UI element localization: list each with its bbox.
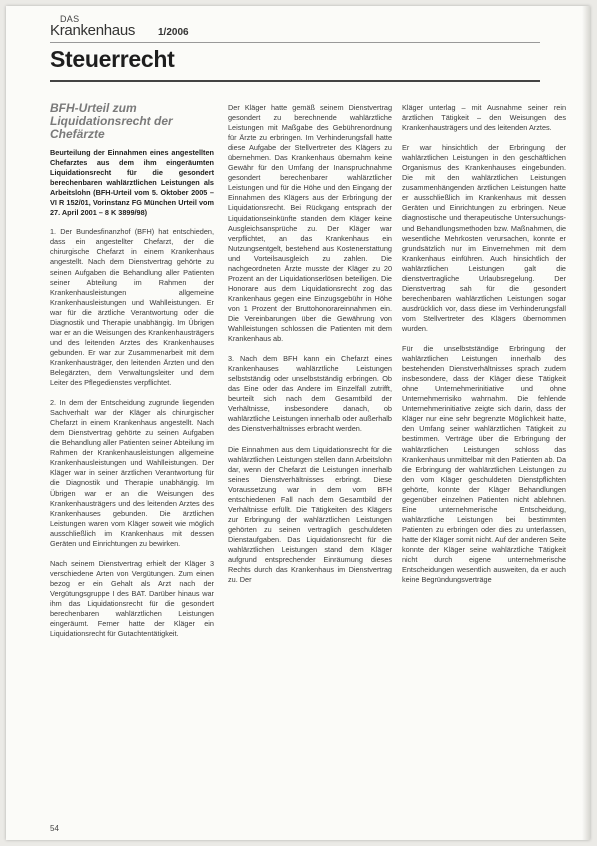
article-headline: BFH-Urteil zum Liquidationsrecht der Chefärzte <box>50 101 173 141</box>
column-2 <box>228 103 392 595</box>
paragraph: 2. In dem der Entscheidung zugrunde liegenden Sachverhalt war der Kläger als chirurgischer Chefarzt in einem Krankenhaus angestellt. Nach dem Dienstvertrag gehörte zu seinen Aufgaben die Behandlung aller Patienten seiner Abteilung im Rahmen der Krankenhausleistungen allgemeine Krankenhausleistungen und Wahlleistungen. Der Kläger war in seiner ärztlichen Verantwortung für die Diagnostik und Therapie unabhängig. Im Übrigen war er an die Weisungen des Krankenhausträgers und des leitenden Arztes des Krankenhauses gebunden. Die ärztlichen Leistungen waren vom Kläger soweit wie möglich ausschließlich im Krankenhaus mit dessen Geräten und Einrichtungen zu bewirken. <box>50 398 214 548</box>
masthead <box>50 14 250 44</box>
header-rule <box>50 42 540 43</box>
issue-number: 1/2006 <box>158 27 189 38</box>
section-title: Steuerrecht <box>50 46 175 72</box>
paragraph: 3. Nach dem BFH kann ein Chefarzt eines Krankenhauses wahlärztliche Leistungen selbstständig oder unselbstständig erbringen. Ob das Eine oder das Andere im Einzelfall zutrifft, beurteilt sich nach dem Gesamtbild der Verhältnisse, insbesondere danach, ob wahlärztliche Leistungen innerhalb oder außerhalb des Dienstverhältnisses erbracht werden. <box>228 354 392 434</box>
masthead-das: DAS <box>60 14 80 24</box>
column-3 <box>402 103 566 595</box>
paragraph: 1. Der Bundesfinanzhof (BFH) hat entschieden, dass ein angestellter Chefarzt, der die chirurgische Chefarzt in einem Krankenhaus angestellt. Nach dem Dienstvertrag gehörte zu seinen Aufgaben die Behandlung aller Patienten seiner Abteilung im Rahmen der Krankenhausleistungen allgemeine Krankenhausleistungen und Wahlleistungen. Er war für die ärztliche Verantwortung oder die Diagnostik und Therapie unabhängig. Im Übrigen war er an die Weisungen des Krankenhausträgers und des leitenden Arztes des Krankenhauses gebunden. Er war zur Zusammenarbeit mit dem Krankenhausträger, den leitenden Ärzten und den Belegärzten, dem Verwaltungsleiter und dem Leiter des Pflegedienstes verpflichtet. <box>50 227 214 388</box>
section-rule <box>50 80 540 82</box>
masthead-name: Krankenhaus <box>50 22 136 39</box>
document-page <box>6 6 590 840</box>
column-1 <box>50 102 214 649</box>
page-number: 54 <box>50 824 59 833</box>
paragraph: Die Einnahmen aus dem Liquidationsrecht für die wahlärztlichen Leistungen stellen dann Arbeitslohn dar, wenn der Chefarzt die Leistungen innerhalb seines Dienstverhältnisses erbringt. Diese Voraussetzung war in dem vom BFH entschiedenen Fall nach dem Gesamtbild der Verhältnisse erfüllt. Die Tätigkeiten des Klägers zur Erbringung der wahlärztlichen Leistungen gehörten zu seinen vertraglich geschuldeten Dienstaufgaben. Das Liquidationsrecht für die wahlärztlichen Leistungen stand dem Kläger aufgrund entsprechender Einräumung dieses Rechts durch das Krankenhaus im Dienstvertrag zu. Der <box>228 444 392 585</box>
paragraph: Nach seinem Dienstvertrag erhielt der Kläger 3 verschiedene Arten von Vergütungen. Zum einen bezog er ein Gehalt als Arzt nach der Vergütungsgruppe I des BAT. Darüber hinaus war ihm das Liquidationsrecht für die gesondert berechenbaren wahlärztlichen Leistungen eingeräumt. Ferner hatte der Kläger ein Liquidationsrecht für Gutachtentätigkeit. <box>50 558 214 639</box>
paragraph: Der Kläger hatte gemäß seinem Dienstvertrag gesondert zu berechnende wahlärztliche Leistungen mit Maßgabe des Gebührenordnung für Ärzte zu erbringen. Im Verhinderungsfall hatte diese Aufgabe der Stellvertreter des Klägers zu übernehmen. Das Krankenhaus übernahm keine Gewähr für den Umfang der Inanspruchnahme gesondert berechenbarer wahlärztlicher Leistungen und für die Höhe und den Eingang der Einnahmen des Klägers aus der Erbringung der Liquidationsrecht. Bei Rückgang entsprach der Liquidationseinkünfte standen dem Kläger keine Ausgleichsansprüche zu. Der Kläger war verpflichtet, an das Krankenhaus ein Nutzungsentgelt, bestehend aus Kostenerstattung und Vorteilsausgleich zu zahlen. Die nachgeordneten Ärzte musste der Kläger zu 20 Prozent an der Liquidationserlösen beteiligen. Die Honorare aus dem Liquidationsrecht zog das Krankenhaus gegen eine Einzugsgebühr in Höhe von 1 Prozent der Bruttohonorareinnahmen ein. Die Vereinbarungen über die Gewährung von Wahlleistungen schlossen die Patienten mit dem Krankenhaus ab. <box>228 103 392 344</box>
paragraph: Für die unselbstständige Erbringung der wahlärztlichen Leistungen innerhalb des bestehenden Dienstverhältnisses sprach zudem insbesondere, dass der Kläger diese Tätigkeit ohne Unternehmerinitiative und ohne Unternehmerrisiko wahrnahm. Die fehlende Unternehmerinitiative zeigte sich darin, dass der Kläger nur eine sehr begrenzte Möglichkeit hatte, den Umfang seiner wahlärztlichen Tätigkeit zu bestimmen. Verträge über die Erbringung der wahlärztlichen Leistungen schloss das Krankenhaus unmittelbar mit den Patienten ab. Da die Erbringung der wahlärztlichen Leistungen zu den vom Kläger geschuldeten Dienstpflichten gehörte, konnte der Kläger Behandlungen gegenüber einzelnen Patienten nicht ablehnen. Eine unternehmerische Entscheidung, wahlärztliche Leistungen bei bestimmten Patienten zu erbringen oder dies zu unterlassen, hatte der Kläger somit nicht. Auf der anderen Seite konnte der Kläger seine wahlärztliche Tätigkeit nicht durch eigene unternehmerische Entscheidungen wesentlich ausweiten, da er auch keine Begründungsverträge <box>402 344 566 585</box>
paragraph: Er war hinsichtlich der Erbringung der wahlärztlichen Leistungen in den geschäftlichen Organismus des Krankenhauses eingebunden. Die mit den wahlärztlichen Leistungen zusammenhängenden ärztlichen Leistungen hatte er ausschließlich im Krankenhaus mit dessen Geräten und Einrichtungen zu erbringen. Neue diagnostische und therapeutische Untersuchungs- und Behandlungsmethoden bzw. Maßnahmen, die wesentliche Mehrkosten verursachen, konnte er grundsätzlich nur im Einvernehmen mit dem Krankenhaus einführen. Auch hinsichtlich der wahlärztlichen Leistungen galt die dienstvertragliche Urlaubsregelung. Der Dienstvertrag sah für die gesondert berechenbaren wahlärztlichen Leistungen sogar ausdrücklich vor, dass diese im Verhinderungsfall vom Stellvertreter des Klägers übernommen wurden. <box>402 143 566 333</box>
article-lead: Beurteilung der Einnahmen eines angestellten Chefarztes aus dem ihm eingeräumten Liquidationsrecht für die gesondert berechenbaren wahlärztlichen Leistungen als Arbeitslohn (BFH-Urteil vom 5. Oktober 2005 – VI R 152/01, Vorinstanz FG München Urteil vom 27. April 2001 – 8 K 3899/98) <box>50 148 214 218</box>
paragraph: Kläger unterlag – mit Ausnahme seiner rein ärztlichen Tätigkeit – den Weisungen des Krankenhausträgers und des leitenden Arztes. <box>402 103 566 133</box>
page-edge-shadow <box>582 6 590 840</box>
